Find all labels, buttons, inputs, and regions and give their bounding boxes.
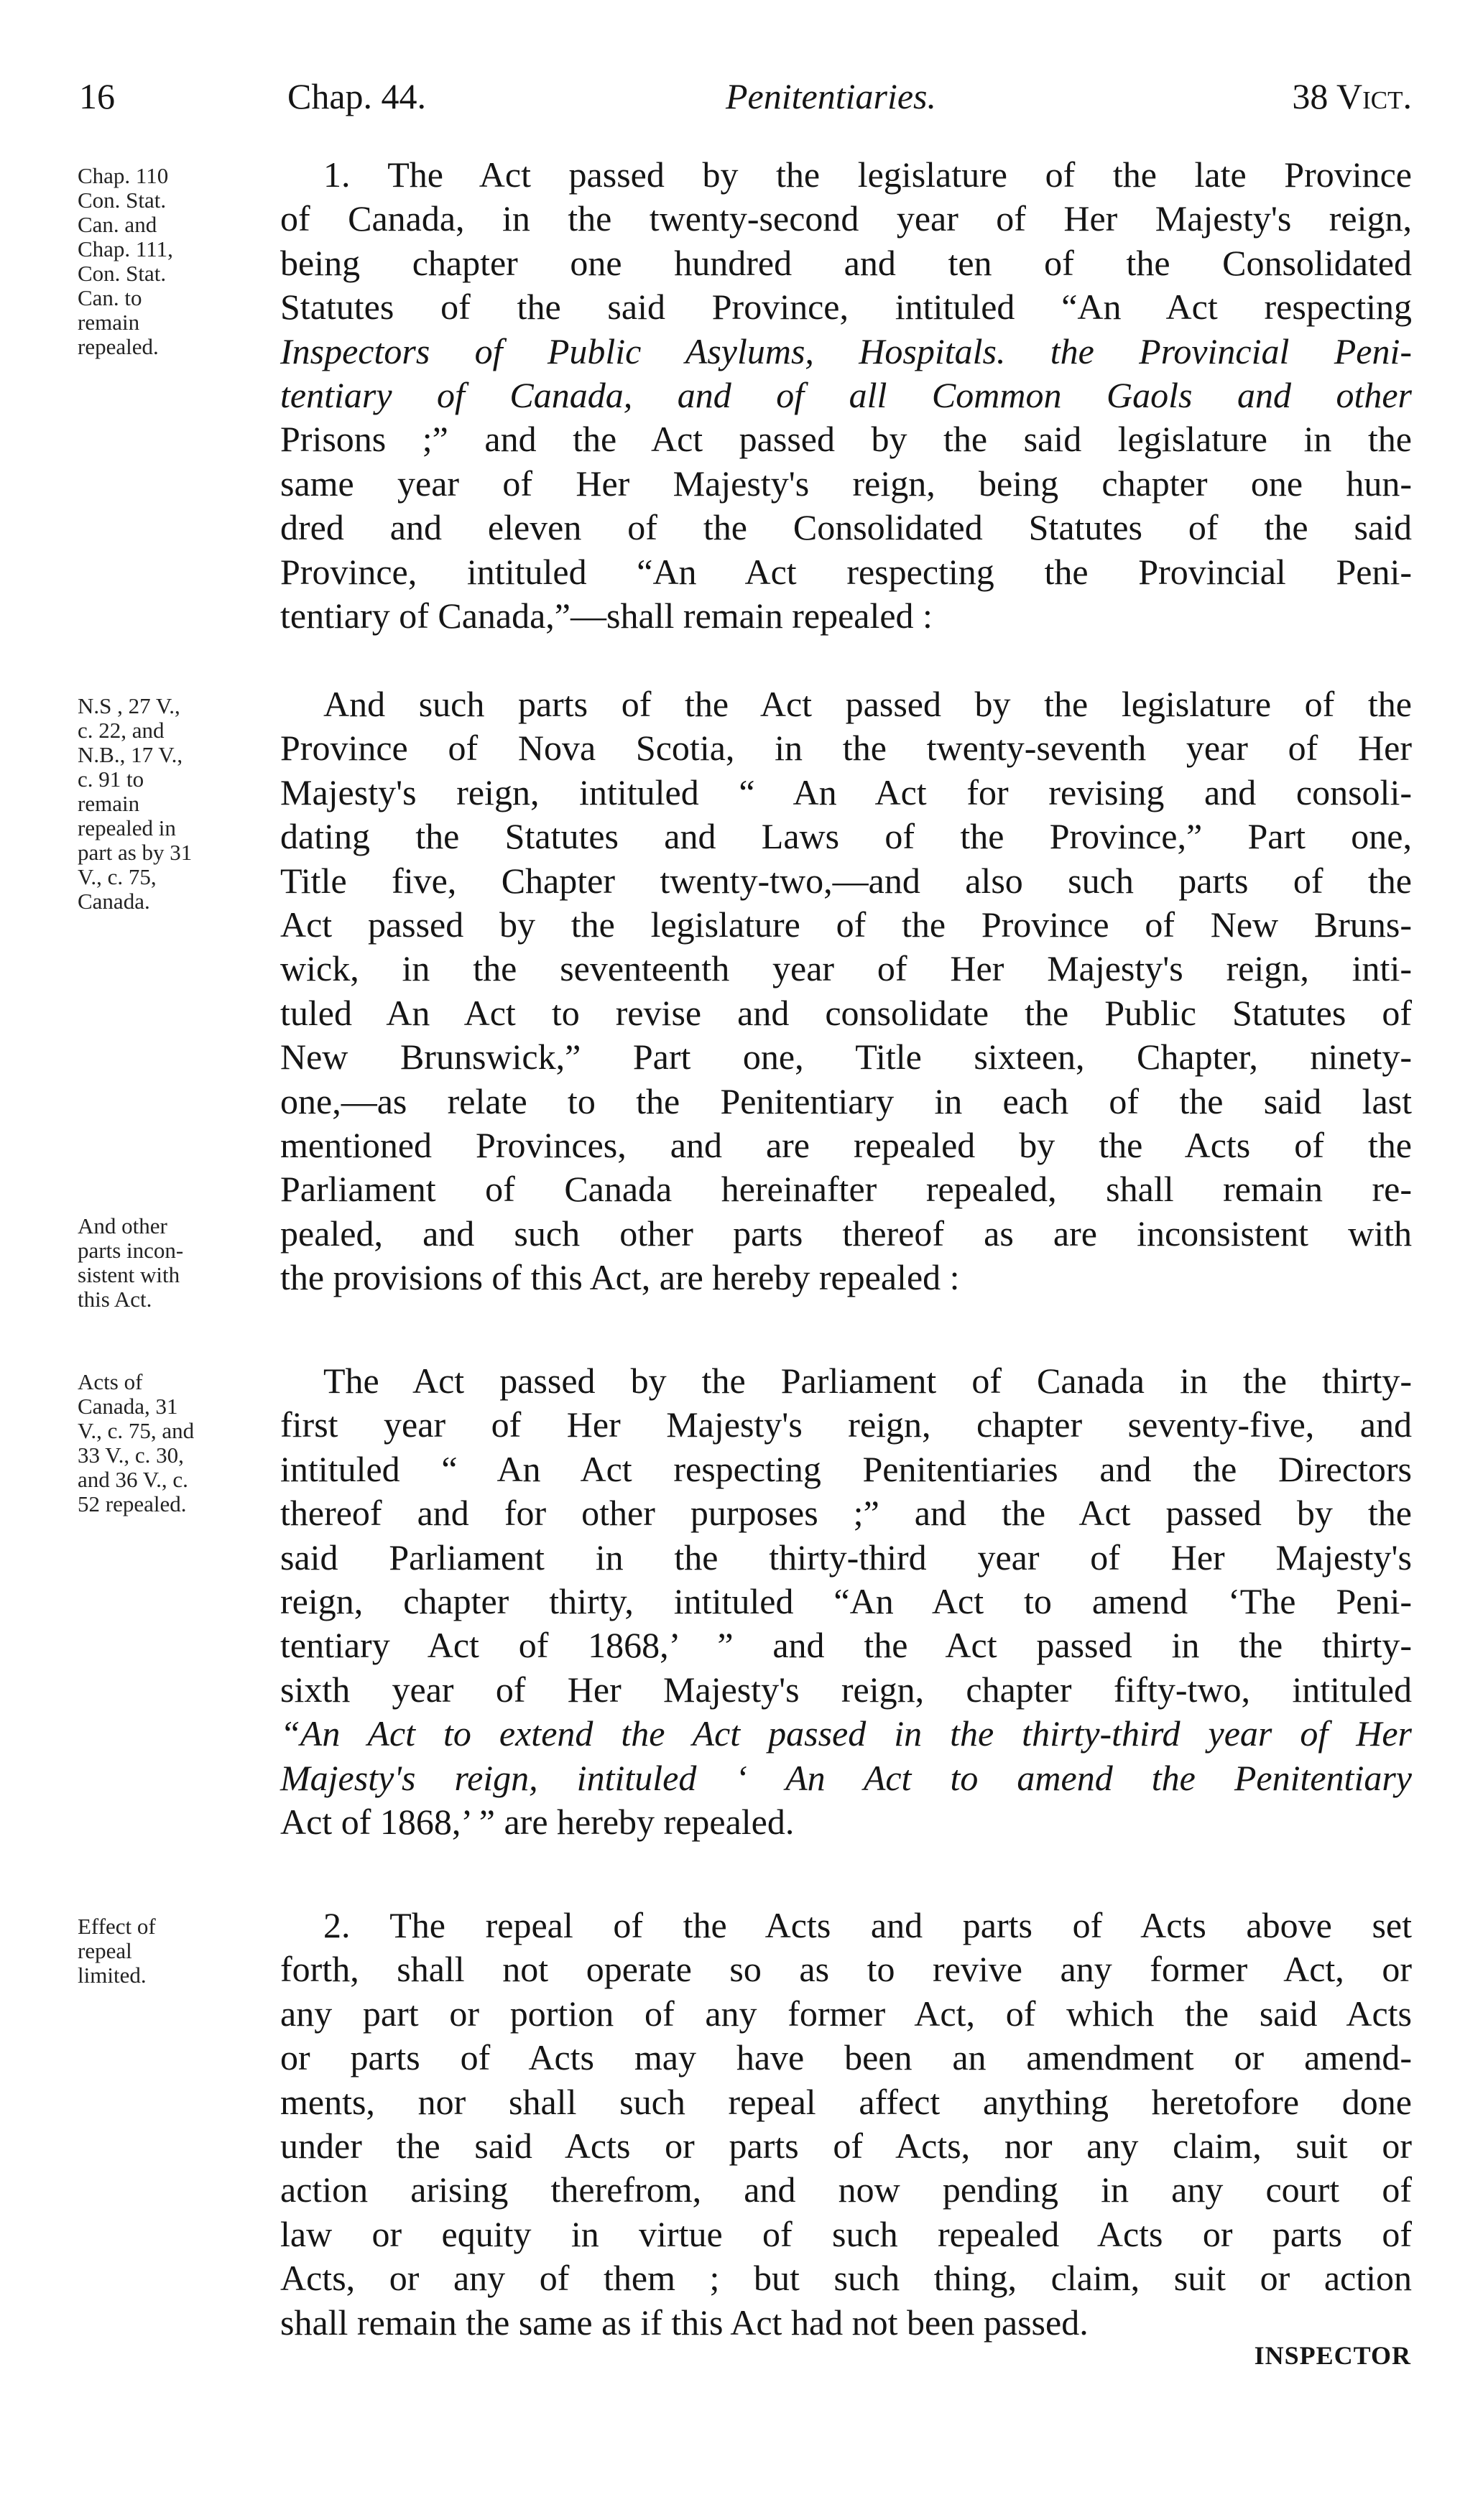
acts-of-canada-paragraph [280, 1359, 1412, 1844]
text-line: Province of Nova Scotia, in the twenty-seventh year of Her [280, 728, 1412, 769]
text-line: Acts, or any of them ; but such thing, claim, suit or action [280, 2258, 1412, 2299]
text-line: said Parliament in the thirty-third year of Her Majesty's [280, 1537, 1412, 1578]
margin-note-nova-scotia: N.S , 27 V., c. 22, and N.B., 17 V., c. 91 to remain repealed in part as by 31 V., c. 75, Canada. [78, 693, 193, 914]
text-line: tentiary Act of 1868,’ ” and the Act passed in the thirty- [280, 1625, 1412, 1666]
running-header [79, 75, 1412, 126]
text-line: tuled An Act to revise and consolidate the Public Statutes of [280, 992, 1412, 1033]
margin-note-effect-of-repeal: Effect of repeal limited. [78, 1914, 156, 1988]
text-line: any part or portion of any former Act, of which the said Acts [280, 1993, 1412, 2034]
text-line: action arising therefrom, and now pending in any court of [280, 2169, 1412, 2210]
text-line: And such parts of the Act passed by the legislature of the [323, 684, 1412, 724]
text-line: wick, in the seventeenth year of Her Majesty's reign, inti- [280, 948, 1412, 989]
text-line: Inspectors of Public Asylums, Hospitals. the Provincial Peni- [280, 330, 1412, 371]
text-line: forth, shall not operate so as to revive any former Act, or [280, 1949, 1412, 1990]
text-line: being chapter one hundred and ten of the Consolidated [280, 242, 1412, 283]
text-line: Majesty's reign, intituled “ An Act for revising and consoli- [280, 772, 1412, 812]
text-line: ments, nor shall such repeal affect anything heretofore done [280, 2081, 1412, 2122]
text-line: the provisions of this Act, are hereby repealed : [280, 1257, 960, 1298]
nova-scotia-new-brunswick-paragraph [280, 682, 1412, 1300]
text-line: New Brunswick,” Part one, Title sixteen, Chapter, ninety- [280, 1037, 1412, 1078]
text-line: intituled “ An Act respecting Penitentiaries and the Directors [280, 1448, 1412, 1489]
text-line: first year of Her Majesty's reign, chapter seventy-five, and [280, 1404, 1412, 1445]
text-line: Act of 1868,’ ” are hereby repealed. [280, 1802, 795, 1843]
text-line: 1. The Act passed by the legislature of the late Province [323, 154, 1412, 195]
catchword: INSPECTOR [1254, 2341, 1411, 2370]
text-line: tentiary of Canada,”—shall remain repealed : [280, 596, 933, 636]
text-line: same year of Her Majesty's reign, being chapter one hun- [280, 463, 1412, 504]
text-line: dating the Statutes and Laws of the Province,” Part one, [280, 816, 1412, 857]
regnal-year: 38 Vict. [1292, 76, 1412, 116]
section-1-paragraph [280, 153, 1412, 638]
text-line: pealed, and such other parts thereof as are inconsistent with [280, 1213, 1412, 1254]
text-line: law or equity in virtue of such repealed Acts or parts of [280, 2213, 1412, 2254]
text-line: reign, chapter thirty, intituled “An Act to amend ‘The Peni- [280, 1581, 1412, 1622]
text-line: one,—as relate to the Penitentiary in each of the said last [280, 1080, 1412, 1121]
text-line: mentioned Provinces, and are repealed by the Acts of the [280, 1125, 1412, 1166]
margin-note-acts-of-canada: Acts of Canada, 31 V., c. 75, and 33 V., c. 30, and 36 V., c. 52 repealed. [78, 1369, 195, 1516]
text-line: shall remain the same as if this Act had not been passed. [280, 2302, 1089, 2343]
chapter-label: Chap. 44. [287, 76, 427, 116]
text-line: of Canada, in the twenty-second year of Her Majesty's reign, [280, 198, 1412, 239]
section-2-paragraph [280, 1904, 1412, 2345]
text-line: Majesty's reign, intituled ‘ An Act to amend the Penitentiary [280, 1757, 1412, 1798]
text-line: under the said Acts or parts of Acts, nor any claim, suit or [280, 2126, 1412, 2167]
text-line: sixth year of Her Majesty's reign, chapter fifty-two, intituled [280, 1669, 1412, 1710]
text-line: tentiary of Canada, and of all Common Gaols and other [280, 375, 1412, 416]
text-line: The Act passed by the Parliament of Canada in the thirty- [323, 1361, 1412, 1401]
text-line: Act passed by the legislature of the Province of New Bruns- [280, 904, 1412, 945]
page-number: 16 [79, 76, 115, 116]
running-title: Penitentiaries. [726, 76, 936, 116]
text-line: Statutes of the said Province, intituled “An Act respecting [280, 287, 1412, 328]
text-line: “An Act to extend the Act passed in the thirty-third year of Her [280, 1713, 1412, 1754]
margin-note-chap-110: Chap. 110 Con. Stat. Can. and Chap. 111, Con. Stat. Can. to remain repealed. [78, 163, 173, 359]
text-line: or parts of Acts may have been an amendment or amend- [280, 2037, 1412, 2078]
text-line: thereof and for other purposes ;” and the Act passed by the [280, 1493, 1412, 1534]
text-line: 2. The repeal of the Acts and parts of Acts above set [323, 1905, 1412, 1945]
text-line: Title five, Chapter twenty-two,—and also such parts of the [280, 860, 1412, 901]
text-line: Parliament of Canada hereinafter repealed, shall remain re- [280, 1169, 1412, 1210]
text-line: Province, intituled “An Act respecting the Provincial Peni- [280, 551, 1412, 592]
text-line: dred and eleven of the Consolidated Statutes of the said [280, 507, 1412, 548]
text-line: Prisons ;” and the Act passed by the said legislature in the [280, 419, 1412, 460]
margin-note-inconsistent-parts: And other parts incon- sistent with this Act. [78, 1213, 184, 1312]
